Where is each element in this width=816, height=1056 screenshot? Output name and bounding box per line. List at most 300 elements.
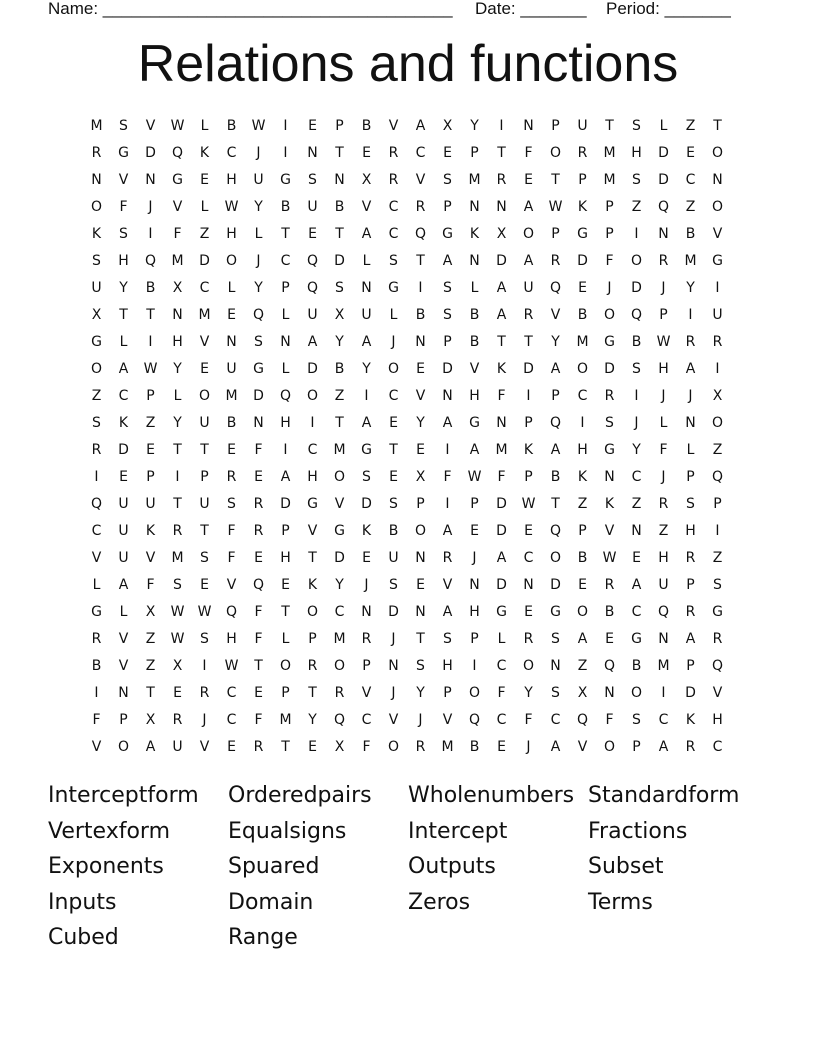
grid-row: [83, 140, 731, 167]
grid-letter: J: [391, 334, 396, 350]
grid-letter: S: [173, 577, 182, 593]
grid-letter: A: [442, 604, 453, 620]
grid-letter: D: [577, 253, 588, 269]
grid-letter: V: [91, 550, 102, 566]
grid-letter: O: [306, 388, 319, 404]
grid-letter: R: [442, 550, 453, 566]
grid-letter: W: [656, 334, 671, 350]
grid-letter: F: [497, 685, 506, 701]
grid-letter: T: [119, 307, 128, 323]
grid-letter: P: [578, 523, 587, 539]
grid-letter: V: [172, 199, 183, 215]
grid-letter: B: [577, 550, 588, 566]
grid-letter: J: [418, 712, 423, 728]
grid-letter: B: [361, 118, 372, 134]
grid-row: [83, 383, 731, 410]
grid-letter: M: [171, 253, 184, 269]
grid-letter: L: [389, 307, 398, 323]
grid-letter: A: [442, 415, 453, 431]
grid-letter: H: [469, 604, 480, 620]
word-bank-item: Wholenumbers: [408, 783, 575, 808]
grid-letter: T: [335, 226, 344, 242]
grid-letter: L: [281, 631, 290, 647]
grid-letter: S: [119, 226, 128, 242]
grid-letter: Z: [685, 199, 696, 215]
grid-letter: R: [604, 388, 615, 404]
grid-letter: I: [445, 442, 450, 458]
grid-letter: H: [577, 442, 588, 458]
grid-letter: C: [523, 550, 534, 566]
grid-letter: S: [200, 550, 209, 566]
grid-letter: E: [632, 550, 641, 566]
grid-letter: R: [361, 631, 372, 647]
grid-letter: B: [631, 658, 642, 674]
grid-letter: Z: [145, 658, 156, 674]
grid-letter: G: [712, 253, 723, 269]
grid-letter: X: [577, 685, 588, 701]
grid-letter: I: [364, 388, 369, 404]
grid-letter: Q: [630, 307, 643, 323]
grid-letter: E: [605, 631, 614, 647]
grid-letter: V: [118, 172, 129, 188]
grid-letter: I: [148, 226, 153, 242]
grid-letter: I: [472, 658, 477, 674]
grid-letter: H: [469, 388, 480, 404]
grid-letter: R: [712, 334, 723, 350]
grid-letter: Y: [686, 280, 695, 296]
grid-letter: A: [469, 442, 480, 458]
grid-letter: I: [499, 118, 504, 134]
grid-letter: N: [442, 388, 453, 404]
word-bank-item: Spuared: [228, 854, 320, 879]
grid-letter: S: [605, 415, 614, 431]
grid-letter: V: [415, 172, 426, 188]
grid-letter: O: [603, 739, 616, 755]
grid-letter: Q: [657, 199, 670, 215]
grid-row: [83, 707, 731, 734]
grid-letter: D: [496, 523, 507, 539]
grid-letter: I: [418, 280, 423, 296]
grid-letter: Z: [712, 442, 723, 458]
grid-letter: V: [388, 712, 399, 728]
grid-letter: T: [524, 334, 533, 350]
grid-letter: C: [658, 712, 669, 728]
grid-letter: B: [388, 523, 399, 539]
grid-letter: F: [524, 712, 533, 728]
grid-letter: D: [631, 280, 642, 296]
grid-letter: N: [469, 199, 480, 215]
grid-letter: N: [334, 172, 345, 188]
grid-letter: N: [496, 415, 507, 431]
grid-letter: R: [712, 631, 723, 647]
grid-letter: Z: [334, 388, 345, 404]
grid-letter: F: [227, 523, 236, 539]
grid-letter: P: [146, 469, 155, 485]
grid-letter: Y: [416, 415, 425, 431]
grid-letter: T: [497, 334, 506, 350]
grid-letter: P: [605, 226, 614, 242]
grid-letter: E: [173, 685, 182, 701]
grid-letter: Z: [685, 118, 696, 134]
grid-letter: G: [604, 334, 615, 350]
grid-letter: H: [226, 172, 237, 188]
grid-letter: N: [361, 280, 372, 296]
grid-letter: K: [577, 469, 588, 485]
grid-letter: H: [631, 145, 642, 161]
grid-letter: J: [202, 712, 207, 728]
grid-letter: C: [280, 253, 291, 269]
grid-letter: R: [496, 172, 507, 188]
grid-letter: V: [118, 658, 129, 674]
grid-letter: M: [198, 307, 211, 323]
grid-letter: L: [659, 118, 668, 134]
grid-letter: Q: [252, 307, 265, 323]
grid-letter: Q: [549, 280, 562, 296]
grid-letter: U: [388, 550, 399, 566]
grid-letter: R: [334, 685, 345, 701]
grid-letter: J: [472, 550, 477, 566]
grid-letter: A: [631, 577, 642, 593]
grid-letter: V: [118, 631, 129, 647]
grid-letter: A: [118, 577, 129, 593]
grid-letter: F: [497, 388, 506, 404]
grid-letter: A: [685, 361, 696, 377]
grid-letter: H: [226, 226, 237, 242]
grid-letter: Z: [91, 388, 102, 404]
grid-letter: A: [523, 253, 534, 269]
grid-letter: J: [526, 739, 531, 755]
grid-letter: O: [279, 658, 292, 674]
grid-letter: U: [118, 496, 129, 512]
grid-letter: E: [362, 550, 371, 566]
grid-letter: K: [523, 442, 534, 458]
grid-row: [83, 275, 731, 302]
grid-letter: O: [711, 145, 724, 161]
grid-letter: I: [715, 280, 720, 296]
grid-letter: R: [523, 631, 534, 647]
grid-letter: O: [522, 226, 535, 242]
grid-letter: M: [441, 739, 454, 755]
grid-letter: H: [442, 658, 453, 674]
grid-letter: E: [308, 118, 317, 134]
grid-row: [83, 437, 731, 464]
grid-letter: I: [148, 334, 153, 350]
grid-row: [83, 410, 731, 437]
grid-letter: D: [388, 604, 399, 620]
grid-letter: I: [94, 685, 99, 701]
grid-letter: A: [496, 280, 507, 296]
grid-letter: Q: [468, 712, 481, 728]
grid-letter: T: [416, 253, 425, 269]
grid-letter: C: [415, 145, 426, 161]
grid-letter: D: [145, 145, 156, 161]
grid-letter: Z: [199, 226, 210, 242]
grid-letter: I: [661, 685, 666, 701]
grid-letter: T: [146, 685, 155, 701]
grid-letter: V: [145, 550, 156, 566]
grid-letter: J: [391, 685, 396, 701]
grid-letter: E: [362, 145, 371, 161]
grid-letter: K: [685, 712, 696, 728]
grid-letter: P: [470, 145, 479, 161]
grid-letter: N: [361, 604, 372, 620]
grid-letter: A: [442, 523, 453, 539]
grid-letter: O: [225, 253, 238, 269]
grid-letter: S: [119, 118, 128, 134]
grid-letter: U: [307, 307, 318, 323]
grid-letter: T: [416, 631, 425, 647]
grid-letter: O: [90, 199, 103, 215]
grid-letter: U: [658, 577, 669, 593]
grid-letter: M: [279, 712, 292, 728]
grid-letter: Q: [225, 604, 238, 620]
grid-letter: Z: [145, 631, 156, 647]
grid-letter: I: [310, 415, 315, 431]
grid-letter: I: [445, 496, 450, 512]
grid-letter: J: [661, 469, 666, 485]
grid-letter: V: [145, 118, 156, 134]
grid-row: [83, 491, 731, 518]
grid-letter: D: [442, 361, 453, 377]
grid-letter: V: [604, 523, 615, 539]
grid-letter: R: [253, 739, 264, 755]
grid-letter: Q: [549, 415, 562, 431]
grid-letter: S: [308, 172, 317, 188]
grid-letter: W: [224, 199, 239, 215]
grid-letter: I: [175, 469, 180, 485]
grid-letter: M: [603, 172, 616, 188]
grid-letter: C: [91, 523, 102, 539]
grid-letter: P: [362, 658, 371, 674]
grid-letter: M: [333, 631, 346, 647]
grid-letter: C: [631, 469, 642, 485]
grid-letter: R: [604, 577, 615, 593]
grid-letter: R: [91, 442, 102, 458]
grid-letter: S: [92, 415, 101, 431]
grid-letter: C: [496, 658, 507, 674]
grid-letter: O: [333, 658, 346, 674]
grid-letter: P: [686, 658, 695, 674]
grid-letter: K: [118, 415, 129, 431]
grid-letter: U: [91, 280, 102, 296]
grid-letter: F: [146, 577, 155, 593]
grid-letter: H: [172, 334, 183, 350]
grid-letter: K: [199, 145, 210, 161]
grid-letter: C: [496, 712, 507, 728]
grid-letter: Y: [470, 118, 479, 134]
grid-letter: D: [253, 388, 264, 404]
word-bank-item: Intercept: [408, 818, 508, 844]
grid-letter: R: [199, 685, 210, 701]
grid-letter: V: [550, 307, 561, 323]
grid-letter: P: [470, 631, 479, 647]
grid-letter: N: [604, 685, 615, 701]
grid-letter: F: [254, 604, 263, 620]
grid-letter: N: [496, 199, 507, 215]
grid-row: [83, 734, 731, 761]
grid-letter: C: [307, 442, 318, 458]
grid-letter: C: [226, 145, 237, 161]
grid-letter: I: [94, 469, 99, 485]
grid-letter: L: [254, 226, 263, 242]
grid-letter: V: [226, 577, 237, 593]
grid-letter: K: [604, 496, 615, 512]
grid-letter: P: [713, 496, 722, 512]
grid-letter: Q: [144, 253, 157, 269]
grid-letter: K: [577, 199, 588, 215]
grid-letter: Z: [145, 415, 156, 431]
grid-letter: M: [225, 388, 238, 404]
grid-letter: J: [391, 631, 396, 647]
grid-letter: C: [361, 712, 372, 728]
grid-letter: S: [632, 712, 641, 728]
grid-letter: E: [254, 685, 263, 701]
grid-letter: B: [631, 334, 642, 350]
grid-letter: T: [308, 685, 317, 701]
grid-letter: T: [551, 172, 560, 188]
grid-row: [83, 356, 731, 383]
grid-letter: P: [443, 334, 452, 350]
grid-letter: C: [685, 172, 696, 188]
grid-letter: N: [550, 658, 561, 674]
grid-letter: A: [361, 415, 372, 431]
grid-letter: S: [389, 577, 398, 593]
grid-letter: N: [253, 415, 264, 431]
grid-letter: R: [172, 712, 183, 728]
grid-letter: D: [307, 361, 318, 377]
grid-letter: O: [387, 361, 400, 377]
grid-letter: X: [172, 280, 183, 296]
grid-letter: W: [251, 118, 266, 134]
grid-letter: D: [685, 685, 696, 701]
grid-letter: Q: [657, 604, 670, 620]
grid-letter: F: [443, 469, 452, 485]
grid-letter: G: [388, 280, 399, 296]
grid-letter: F: [173, 226, 182, 242]
grid-letter: P: [281, 523, 290, 539]
grid-letter: U: [253, 172, 264, 188]
grid-letter: U: [199, 496, 210, 512]
grid-letter: A: [415, 118, 426, 134]
grid-letter: Q: [90, 496, 103, 512]
grid-letter: W: [170, 604, 185, 620]
word-bank-item: Fractions: [588, 818, 688, 844]
grid-letter: S: [632, 172, 641, 188]
grid-letter: P: [200, 469, 209, 485]
grid-letter: A: [361, 226, 372, 242]
grid-letter: A: [550, 739, 561, 755]
grid-letter: O: [630, 253, 643, 269]
grid-letter: P: [551, 388, 560, 404]
grid-letter: J: [661, 388, 666, 404]
grid-letter: F: [254, 442, 263, 458]
grid-letter: R: [415, 739, 426, 755]
grid-letter: Z: [712, 550, 723, 566]
grid-letter: E: [200, 172, 209, 188]
grid-letter: V: [469, 361, 480, 377]
grid-letter: M: [684, 253, 697, 269]
grid-letter: R: [172, 523, 183, 539]
grid-letter: F: [524, 145, 533, 161]
grid-letter: D: [658, 145, 669, 161]
grid-letter: F: [659, 442, 668, 458]
grid-letter: T: [281, 226, 290, 242]
grid-letter: S: [92, 253, 101, 269]
grid-row: [83, 626, 731, 653]
grid-letter: E: [227, 307, 236, 323]
grid-letter: Q: [711, 469, 724, 485]
grid-letter: J: [256, 145, 261, 161]
grid-letter: Q: [279, 388, 292, 404]
grid-letter: X: [334, 307, 345, 323]
grid-letter: Q: [306, 280, 319, 296]
grid-letter: V: [361, 199, 372, 215]
grid-letter: U: [118, 523, 129, 539]
grid-letter: P: [686, 469, 695, 485]
grid-letter: R: [91, 145, 102, 161]
grid-letter: B: [145, 280, 156, 296]
word-bank-item: Interceptform: [48, 783, 199, 808]
grid-letter: Q: [252, 577, 265, 593]
grid-letter: G: [91, 334, 102, 350]
word-bank-item: Domain: [228, 889, 314, 915]
grid-letter: M: [90, 118, 103, 134]
grid-letter: T: [173, 442, 182, 458]
grid-letter: T: [281, 604, 290, 620]
grid-letter: J: [634, 415, 639, 431]
grid-letter: N: [631, 523, 642, 539]
grid-letter: X: [145, 604, 156, 620]
grid-letter: V: [199, 739, 210, 755]
grid-letter: D: [523, 361, 534, 377]
grid-letter: E: [281, 577, 290, 593]
grid-letter: V: [361, 685, 372, 701]
grid-row: [83, 545, 731, 572]
grid-letter: H: [658, 361, 669, 377]
grid-letter: C: [388, 226, 399, 242]
grid-letter: J: [256, 253, 261, 269]
grid-letter: L: [173, 388, 182, 404]
grid-letter: I: [688, 307, 693, 323]
grid-letter: Y: [335, 334, 344, 350]
grid-letter: T: [713, 118, 722, 134]
grid-letter: C: [631, 604, 642, 620]
grid-letter: N: [523, 577, 534, 593]
grid-letter: C: [577, 388, 588, 404]
grid-letter: Q: [576, 712, 589, 728]
grid-letter: N: [658, 631, 669, 647]
grid-letter: Y: [524, 685, 533, 701]
grid-letter: R: [388, 145, 399, 161]
grid-letter: O: [117, 739, 130, 755]
grid-letter: H: [712, 712, 723, 728]
grid-letter: T: [308, 550, 317, 566]
grid-letter: V: [307, 523, 318, 539]
grid-letter: P: [659, 307, 668, 323]
grid-letter: D: [334, 253, 345, 269]
grid-letter: I: [580, 415, 585, 431]
grid-letter: G: [604, 442, 615, 458]
grid-letter: S: [443, 631, 452, 647]
grid-letter: G: [172, 172, 183, 188]
grid-letter: B: [604, 604, 615, 620]
grid-letter: Q: [711, 658, 724, 674]
grid-letter: A: [550, 442, 561, 458]
period-field-line: Period: _______: [606, 0, 731, 18]
grid-letter: B: [469, 739, 480, 755]
grid-letter: B: [334, 361, 345, 377]
grid-letter: E: [389, 415, 398, 431]
